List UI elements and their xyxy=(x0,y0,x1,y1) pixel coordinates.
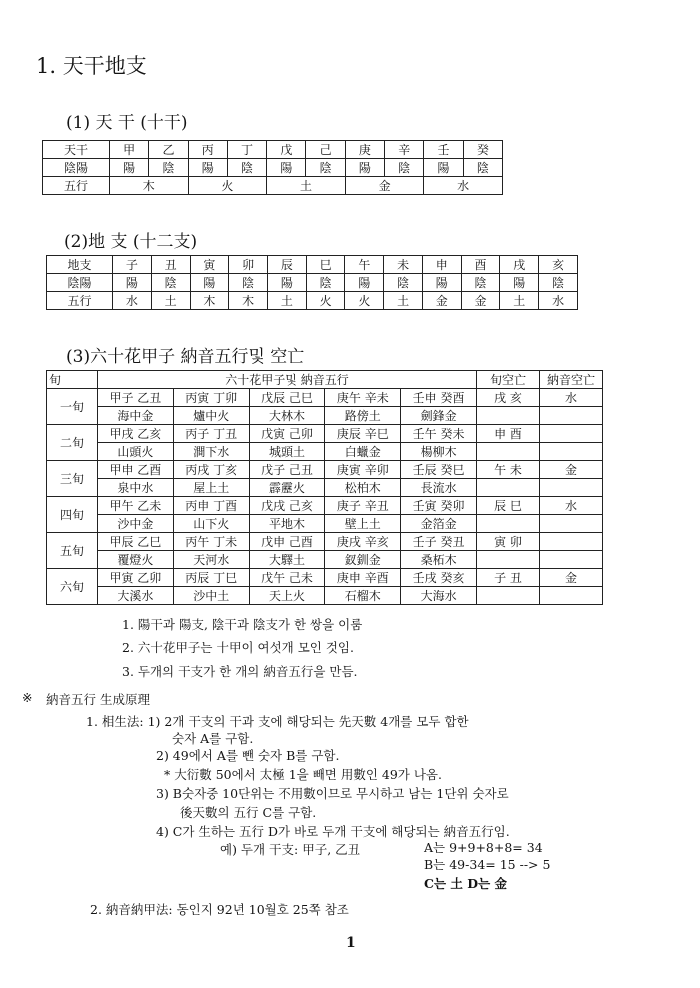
note-3: 3. 두개의 干支가 한 개의 納音五行을 만듬. xyxy=(122,664,358,679)
table-cell: 陽 xyxy=(422,274,461,292)
empty-cell xyxy=(477,443,540,461)
page-number: 1 xyxy=(346,935,356,951)
ganzhi-pair: 戊辰 己巳 xyxy=(249,389,325,407)
table-cell: 陰 xyxy=(306,159,345,177)
table-cell: 木 xyxy=(229,292,268,310)
table-row xyxy=(47,461,603,479)
table-row xyxy=(47,569,603,587)
ganzhi-pair: 壬子 癸丑 xyxy=(401,533,477,551)
earthly-branches-title: (2)地 支 (十二支) xyxy=(64,232,198,252)
nayin-element: 屋上土 xyxy=(173,479,249,497)
void-branches: 申 酉 xyxy=(477,425,540,443)
nayin-element: 大海水 xyxy=(401,587,477,605)
ganzhi-pair: 甲子 乙丑 xyxy=(98,389,174,407)
table-cell: 陽 xyxy=(424,159,463,177)
void-branches: 午 未 xyxy=(477,461,540,479)
table-cell: 丙 xyxy=(188,141,227,159)
table-cell: 陰 xyxy=(149,159,188,177)
ganzhi-pair: 戊子 己丑 xyxy=(249,461,325,479)
void-branches: 戌 亥 xyxy=(477,389,540,407)
table-header-row xyxy=(47,371,603,389)
table-cell: 木 xyxy=(190,292,229,310)
nayin-element: 大溪水 xyxy=(98,587,174,605)
table-row xyxy=(47,515,603,533)
ganzhi-pair: 丙子 丁丑 xyxy=(173,425,249,443)
header-sexagenary: 六十花甲子및 納音五行 xyxy=(98,371,477,389)
table-cell: 陰 xyxy=(461,274,500,292)
nayin-element: 沙中金 xyxy=(98,515,174,533)
table-cell: 土 xyxy=(268,292,307,310)
empty-cell xyxy=(540,479,603,497)
table-cell: 陰 xyxy=(539,274,578,292)
ganzhi-pair: 丙午 丁未 xyxy=(173,533,249,551)
table-cell: 陽 xyxy=(267,159,306,177)
table-cell: 壬 xyxy=(424,141,463,159)
empty-cell xyxy=(540,587,603,605)
nayin-element: 天上火 xyxy=(249,587,325,605)
void-branches: 子 丑 xyxy=(477,569,540,587)
header-void: 旬空亡 xyxy=(477,371,540,389)
table-cell: 陽 xyxy=(188,159,227,177)
ganzhi-pair: 丙申 丁酉 xyxy=(173,497,249,515)
principle-line: 예) 두개 干支: 甲子, 乙丑 xyxy=(220,842,361,857)
void-branches: 辰 巳 xyxy=(477,497,540,515)
empty-cell xyxy=(477,407,540,425)
table-cell: 己 xyxy=(306,141,345,159)
ganzhi-pair: 庚寅 辛卯 xyxy=(325,461,401,479)
xun-label: 四旬 xyxy=(47,497,98,533)
row-label: 陰陽 xyxy=(47,274,113,292)
principle-line: 1. 相生法: 1) 2개 干支의 干과 支에 해당되는 先天數 4개를 모두 합한 xyxy=(86,714,469,729)
method-2: 2. 納音納甲法: 동인지 92년 10월호 25쪽 참조 xyxy=(90,902,349,917)
table-cell: 辰 xyxy=(268,256,307,274)
principle-line: 2) 49에서 A를 뺀 숫자 B를 구함. xyxy=(156,748,340,763)
reference-mark: ※ xyxy=(22,690,33,705)
table-cell: 土 xyxy=(267,177,346,195)
sexagenary-body xyxy=(47,389,603,605)
row-label: 陰陽 xyxy=(43,159,110,177)
ganzhi-pair: 壬辰 癸巳 xyxy=(401,461,477,479)
row-label: 天干 xyxy=(43,141,110,159)
table-cell: 水 xyxy=(113,292,152,310)
nayin-element: 城頭土 xyxy=(249,443,325,461)
empty-cell xyxy=(477,515,540,533)
ganzhi-pair: 丙戌 丁亥 xyxy=(173,461,249,479)
nayin-void xyxy=(540,533,603,551)
principle-line: 3) B숫자중 10단위는 不用數이므로 무시하고 남는 1단위 숫자로 xyxy=(156,786,509,801)
nayin-void: 水 xyxy=(540,497,603,515)
table-cell: 土 xyxy=(151,292,190,310)
nayin-element: 長流水 xyxy=(401,479,477,497)
nayin-void xyxy=(540,425,603,443)
empty-cell xyxy=(477,479,540,497)
sexagenary-table xyxy=(46,370,603,605)
table-cell: 午 xyxy=(345,256,384,274)
nayin-element: 山頭火 xyxy=(98,443,174,461)
table-row xyxy=(47,497,603,515)
table-cell: 水 xyxy=(424,177,503,195)
table-cell: 木 xyxy=(110,177,189,195)
nayin-void: 金 xyxy=(540,569,603,587)
nayin-element: 海中金 xyxy=(98,407,174,425)
table-row xyxy=(47,587,603,605)
table-cell: 陰 xyxy=(227,159,266,177)
nayin-element: 石榴木 xyxy=(325,587,401,605)
xun-label: 六旬 xyxy=(47,569,98,605)
ganzhi-pair: 丙辰 丁巳 xyxy=(173,569,249,587)
nayin-void: 水 xyxy=(540,389,603,407)
nayin-element: 平地木 xyxy=(249,515,325,533)
table-cell: 巳 xyxy=(306,256,345,274)
table-row xyxy=(47,274,578,292)
table-cell: 戌 xyxy=(500,256,539,274)
example-line: B는 49-34= 15 --> 5 xyxy=(424,857,551,872)
table-cell: 庚 xyxy=(345,141,384,159)
ganzhi-pair: 甲辰 乙巳 xyxy=(98,533,174,551)
ganzhi-pair: 壬午 癸未 xyxy=(401,425,477,443)
nayin-element: 路傍土 xyxy=(325,407,401,425)
table-cell: 陽 xyxy=(500,274,539,292)
table-row xyxy=(47,389,603,407)
ganzhi-pair: 庚午 辛未 xyxy=(325,389,401,407)
table-cell: 陰 xyxy=(384,274,423,292)
table-cell: 甲 xyxy=(110,141,149,159)
table-cell: 癸 xyxy=(463,141,502,159)
row-label: 地支 xyxy=(47,256,113,274)
table-row xyxy=(43,141,503,159)
ganzhi-pair: 庚子 辛丑 xyxy=(325,497,401,515)
header-xun: 旬 xyxy=(47,371,98,389)
xun-label: 五旬 xyxy=(47,533,98,569)
row-label: 五行 xyxy=(43,177,110,195)
table-row xyxy=(47,551,603,569)
heavenly-stems-title: (1) 天 干 (十干) xyxy=(66,113,188,133)
nayin-element: 楊柳木 xyxy=(401,443,477,461)
table-cell: 陰 xyxy=(385,159,424,177)
nayin-element: 爐中火 xyxy=(173,407,249,425)
table-cell: 金 xyxy=(422,292,461,310)
table-cell: 土 xyxy=(500,292,539,310)
example-line: C는 土 D는 金 xyxy=(424,876,507,891)
nayin-element: 大林木 xyxy=(249,407,325,425)
empty-cell xyxy=(477,587,540,605)
table-row xyxy=(47,407,603,425)
empty-cell xyxy=(477,551,540,569)
table-cell: 卯 xyxy=(229,256,268,274)
table-cell: 酉 xyxy=(461,256,500,274)
table-cell: 陰 xyxy=(229,274,268,292)
table-cell: 陰 xyxy=(306,274,345,292)
ganzhi-pair: 戊申 己酉 xyxy=(249,533,325,551)
table-cell: 戊 xyxy=(267,141,306,159)
nayin-element: 釵釧金 xyxy=(325,551,401,569)
nayin-element: 大驛土 xyxy=(249,551,325,569)
table-cell: 陰 xyxy=(463,159,502,177)
table-cell: 辛 xyxy=(385,141,424,159)
header-nayin-void: 納音空亡 xyxy=(540,371,603,389)
table-cell: 火 xyxy=(306,292,345,310)
earthly-branches-table xyxy=(46,255,578,310)
table-row xyxy=(47,443,603,461)
table-row xyxy=(43,159,503,177)
principle-line: 4) C가 生하는 五行 D가 바로 두개 干支에 해당되는 納音五行임. xyxy=(156,824,510,839)
nayin-element: 桑柘木 xyxy=(401,551,477,569)
table-cell: 金 xyxy=(461,292,500,310)
principle-line: 숫자 A를 구함. xyxy=(172,731,254,746)
table-cell: 土 xyxy=(384,292,423,310)
ganzhi-pair: 庚辰 辛巳 xyxy=(325,425,401,443)
ganzhi-pair: 戊寅 己卯 xyxy=(249,425,325,443)
xun-label: 一旬 xyxy=(47,389,98,425)
ganzhi-pair: 庚戌 辛亥 xyxy=(325,533,401,551)
table-row xyxy=(47,479,603,497)
ganzhi-pair: 壬申 癸酉 xyxy=(401,389,477,407)
nayin-element: 澗下水 xyxy=(173,443,249,461)
ganzhi-pair: 甲申 乙酉 xyxy=(98,461,174,479)
nayin-element: 覆燈火 xyxy=(98,551,174,569)
nayin-element: 天河水 xyxy=(173,551,249,569)
nayin-element: 泉中水 xyxy=(98,479,174,497)
nayin-element: 松柏木 xyxy=(325,479,401,497)
nayin-void: 金 xyxy=(540,461,603,479)
nayin-element: 劍鋒金 xyxy=(401,407,477,425)
ganzhi-pair: 庚申 辛酉 xyxy=(325,569,401,587)
note-2: 2. 六十花甲子는 十甲이 여섯개 모인 것임. xyxy=(122,640,354,655)
table-cell: 水 xyxy=(539,292,578,310)
empty-cell xyxy=(540,443,603,461)
nayin-element: 沙中土 xyxy=(173,587,249,605)
table-cell: 未 xyxy=(384,256,423,274)
principle-line: * 大衍數 50에서 太極 1을 빼면 用數인 49가 나옴. xyxy=(164,767,442,782)
table-cell: 乙 xyxy=(149,141,188,159)
nayin-element: 壁上土 xyxy=(325,515,401,533)
table-cell: 陽 xyxy=(190,274,229,292)
ganzhi-pair: 甲寅 乙卯 xyxy=(98,569,174,587)
table-cell: 申 xyxy=(422,256,461,274)
empty-cell xyxy=(540,515,603,533)
table-cell: 火 xyxy=(188,177,267,195)
table-cell: 丁 xyxy=(227,141,266,159)
xun-label: 三旬 xyxy=(47,461,98,497)
principle-title: 納音五行 生成原理 xyxy=(46,692,150,707)
table-cell: 寅 xyxy=(190,256,229,274)
table-cell: 丑 xyxy=(151,256,190,274)
empty-cell xyxy=(540,407,603,425)
table-cell: 火 xyxy=(345,292,384,310)
ganzhi-pair: 甲午 乙未 xyxy=(98,497,174,515)
table-row xyxy=(47,256,578,274)
void-branches: 寅 卯 xyxy=(477,533,540,551)
xun-label: 二旬 xyxy=(47,425,98,461)
ganzhi-pair: 戊午 己未 xyxy=(249,569,325,587)
table-cell: 亥 xyxy=(539,256,578,274)
example-line: A는 9+9+8+8= 34 xyxy=(424,840,543,855)
page-title: 1. 天干地支 xyxy=(36,54,147,78)
table-cell: 陽 xyxy=(113,274,152,292)
table-row xyxy=(47,292,578,310)
ganzhi-pair: 壬戌 癸亥 xyxy=(401,569,477,587)
nayin-element: 白蠟金 xyxy=(325,443,401,461)
table-cell: 金 xyxy=(345,177,424,195)
note-1: 1. 陽干과 陽支, 陰干과 陰支가 한 쌍을 이룸 xyxy=(122,617,363,632)
sexagenary-title: (3)六十花甲子 納音五行및 空亡 xyxy=(66,347,305,367)
ganzhi-pair: 丙寅 丁卯 xyxy=(173,389,249,407)
heavenly-stems-table xyxy=(42,140,503,195)
table-row xyxy=(43,177,503,195)
table-cell: 陽 xyxy=(345,159,384,177)
ganzhi-pair: 戊戌 己亥 xyxy=(249,497,325,515)
table-cell: 子 xyxy=(113,256,152,274)
ganzhi-pair: 壬寅 癸卯 xyxy=(401,497,477,515)
table-row xyxy=(47,425,603,443)
table-row xyxy=(47,533,603,551)
table-cell: 陽 xyxy=(110,159,149,177)
nayin-element: 山下火 xyxy=(173,515,249,533)
row-label: 五行 xyxy=(47,292,113,310)
table-cell: 陽 xyxy=(345,274,384,292)
table-cell: 陰 xyxy=(151,274,190,292)
nayin-element: 金箔金 xyxy=(401,515,477,533)
nayin-element: 霹靂火 xyxy=(249,479,325,497)
empty-cell xyxy=(540,551,603,569)
table-cell: 陽 xyxy=(268,274,307,292)
ganzhi-pair: 甲戌 乙亥 xyxy=(98,425,174,443)
principle-line: 後天數의 五行 C를 구함. xyxy=(180,805,317,820)
